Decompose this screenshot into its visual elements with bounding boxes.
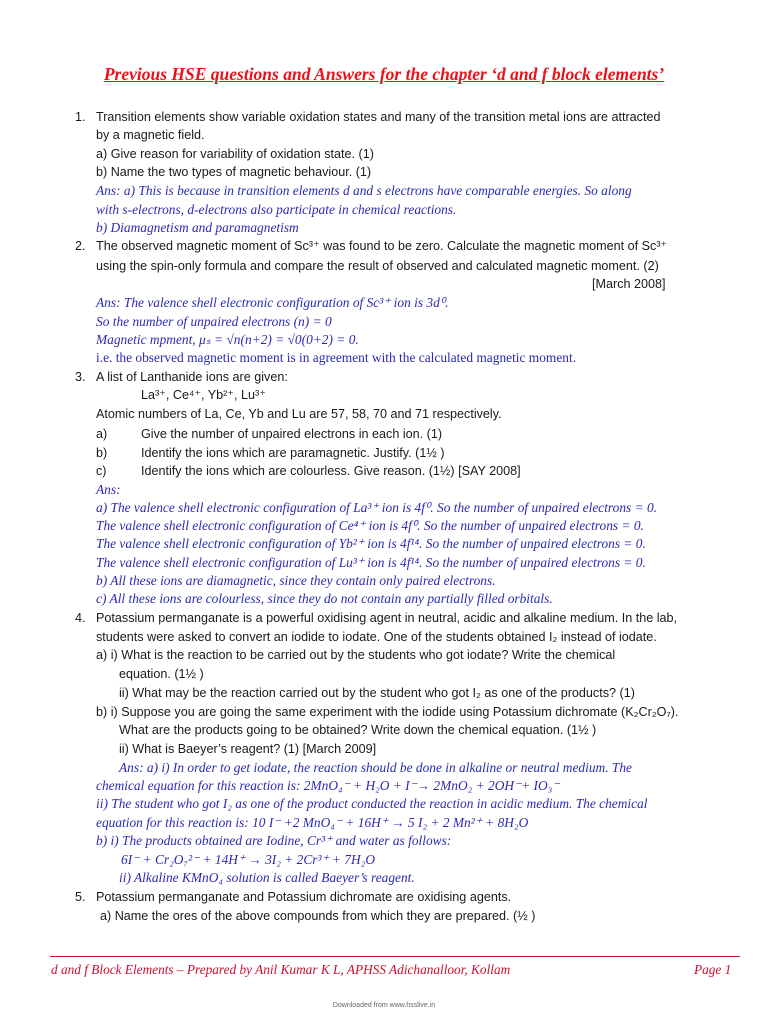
q2-date: [March 2008] xyxy=(592,277,666,291)
q4-line-2: students were asked to convert an iodide to iodate. One of the students obtained I₂ instead of iodate. xyxy=(96,630,657,644)
q2-line-2: using the spin-only formula and compare the result of observed and calculated magnetic moment. (2) xyxy=(96,259,659,273)
q4-part-a-1: a) i) What is the reaction to be carried out by the students who got iodate? Write the chemical xyxy=(96,648,616,662)
q3-part-a: Give the number of unpaired electrons in each ion. (1) xyxy=(141,427,443,441)
q3-part-c-label: c) xyxy=(96,464,107,478)
q3-part-c: Identify the ions which are colourless. Give reason. (1½) [SAY 2008] xyxy=(141,464,521,478)
q2-answer-1: Ans: The valence shell electronic configuration of Sc³⁺ ion is 3d⁰. xyxy=(96,295,449,310)
q4-part-b-2: What are the products going to be obtained? Write down the chemical equation. (1½ ) xyxy=(119,723,597,737)
q3-part-b: Identify the ions which are paramagnetic. Justify. (1½ ) xyxy=(141,446,445,460)
q3-answer-5: b) All these ions are diamagnetic, since they contain only paired electrons. xyxy=(96,573,496,588)
q5-line-1: Potassium permanganate and Potassium dichromate are oxidising agents. xyxy=(96,890,512,904)
page-number: Page 1 xyxy=(694,962,732,977)
q3-answer-2: The valence shell electronic configuration of Ce⁴⁺ ion is 4f⁰. So the number of unpaired electrons = 0. xyxy=(96,518,644,533)
q4-answer-7: ii) Alkaline KMnO₄ solution is called Baeyer’s reagent. xyxy=(119,870,415,885)
q2-answer-3: Magnetic mpment, μₛ = √n(n+2) = √0(0+2) = 0. xyxy=(96,332,359,347)
footer-author: d and f Block Elements – Prepared by Anil Kumar K L, APHSS Adichanalloor, Kollam xyxy=(51,962,511,977)
q4-answer-5: b) i) The products obtained are Iodine, Cr³⁺ and water as follows: xyxy=(96,833,452,848)
q4-answer-2: chemical equation for this reaction is: 2MnO₄⁻ + H₂O + I⁻→ 2MnO₂ + 2OH⁻+ IO₃⁻ xyxy=(96,778,560,793)
q4-line-1: Potassium permanganate is a powerful oxidising agent in neutral, acidic and alkaline medium. In the lab, xyxy=(96,611,678,625)
q3-part-a-label: a) xyxy=(96,427,108,441)
question-number-4: 4. xyxy=(75,611,86,625)
question-number-2: 2. xyxy=(75,239,86,253)
question-number-3: 3. xyxy=(75,370,86,384)
q4-answer-6: 6I⁻ + Cr₂O₇²⁻ + 14H⁺ → 3I₂ + 2Cr³⁺ + 7H₂O xyxy=(121,852,375,867)
q1-part-b: b) Name the two types of magnetic behaviour. (1) xyxy=(96,165,372,179)
q3-answer-1: a) The valence shell electronic configuration of La³⁺ ion is 4f⁰. So the number of unpaired electrons = 0. xyxy=(96,500,658,515)
q2-answer-4: i.e. the observed magnetic moment is in agreement with the calculated magnetic moment. xyxy=(96,350,577,365)
page-title: Previous HSE questions and Answers for the chapter ‘d and f block elements’ xyxy=(103,64,665,84)
q3-part-b-label: b) xyxy=(96,446,108,460)
q1-line-2: by a magnetic field. xyxy=(96,128,205,142)
q2-answer-2: So the number of unpaired electrons (n) = 0 xyxy=(96,314,332,329)
q3-line-3: Atomic numbers of La, Ce, Yb and Lu are 57, 58, 70 and 71 respectively. xyxy=(96,407,502,421)
q4-part-a-3: ii) What may be the reaction carried out by the student who got I₂ as one of the products? (1) xyxy=(119,686,635,700)
q4-part-a-2: equation. (1½ ) xyxy=(119,667,204,681)
q2-line-1: The observed magnetic moment of Sc³⁺ was found to be zero. Calculate the magnetic moment of Sc³⁺ xyxy=(96,239,668,253)
q4-part-b-3: ii) What is Baeyer’s reagent? (1) [March 2009] xyxy=(119,742,377,756)
question-number-1: 1. xyxy=(75,110,86,124)
q1-answer-1: Ans: a) This is because in transition elements d and s electrons have comparable energies. So along xyxy=(96,183,632,198)
q1-part-a: a) Give reason for variability of oxidation state. (1) xyxy=(96,147,374,161)
q3-line-1: A list of Lanthanide ions are given: xyxy=(96,370,288,384)
q3-answer-3: The valence shell electronic configuration of Yb²⁺ ion is 4f¹⁴. So the number of unpaired electrons = 0. xyxy=(96,536,646,551)
q4-answer-3: ii) The student who got I₂ as one of the product conducted the reaction in acidic medium. The chemical xyxy=(96,796,648,811)
footer-divider xyxy=(50,956,740,957)
q1-line-1: Transition elements show variable oxidation states and many of the transition metal ions are attracted xyxy=(96,110,661,124)
q3-answer-6: c) All these ions are colourless, since they do not contain any partially filled orbitals. xyxy=(96,591,553,606)
q5-part-a: a) Name the ores of the above compounds from which they are prepared. (½ ) xyxy=(100,909,536,923)
q1-answer-3: b) Diamagnetism and paramagnetism xyxy=(96,220,299,235)
q3-ions: La³⁺, Ce⁴⁺, Yb²⁺, Lu³⁺ xyxy=(141,388,266,402)
download-watermark: Downloaded from www.hsslive.in xyxy=(332,1002,436,1009)
q4-answer-4: equation for this reaction is: 10 I⁻ +2 MnO₄⁻ + 16H⁺ → 5 I₂ + 2 Mn²⁺ + 8H₂O xyxy=(96,815,529,830)
question-number-5: 5. xyxy=(75,890,86,904)
q4-part-b-1: b) i) Suppose you are going the same experiment with the iodide using Potassium dichromate (K₂Cr₂O₇). xyxy=(96,705,679,719)
q3-answer-4: The valence shell electronic configuration of Lu³⁺ ion is 4f¹⁴. So the number of unpaired electrons = 0. xyxy=(96,555,646,570)
q4-answer-1: Ans: a) i) In order to get iodate, the reaction should be done in alkaline or neutral medium. The xyxy=(119,760,632,775)
q1-answer-2: with s-electrons, d-electrons also participate in chemical reactions. xyxy=(96,202,457,217)
q3-answer-label: Ans: xyxy=(96,482,121,497)
